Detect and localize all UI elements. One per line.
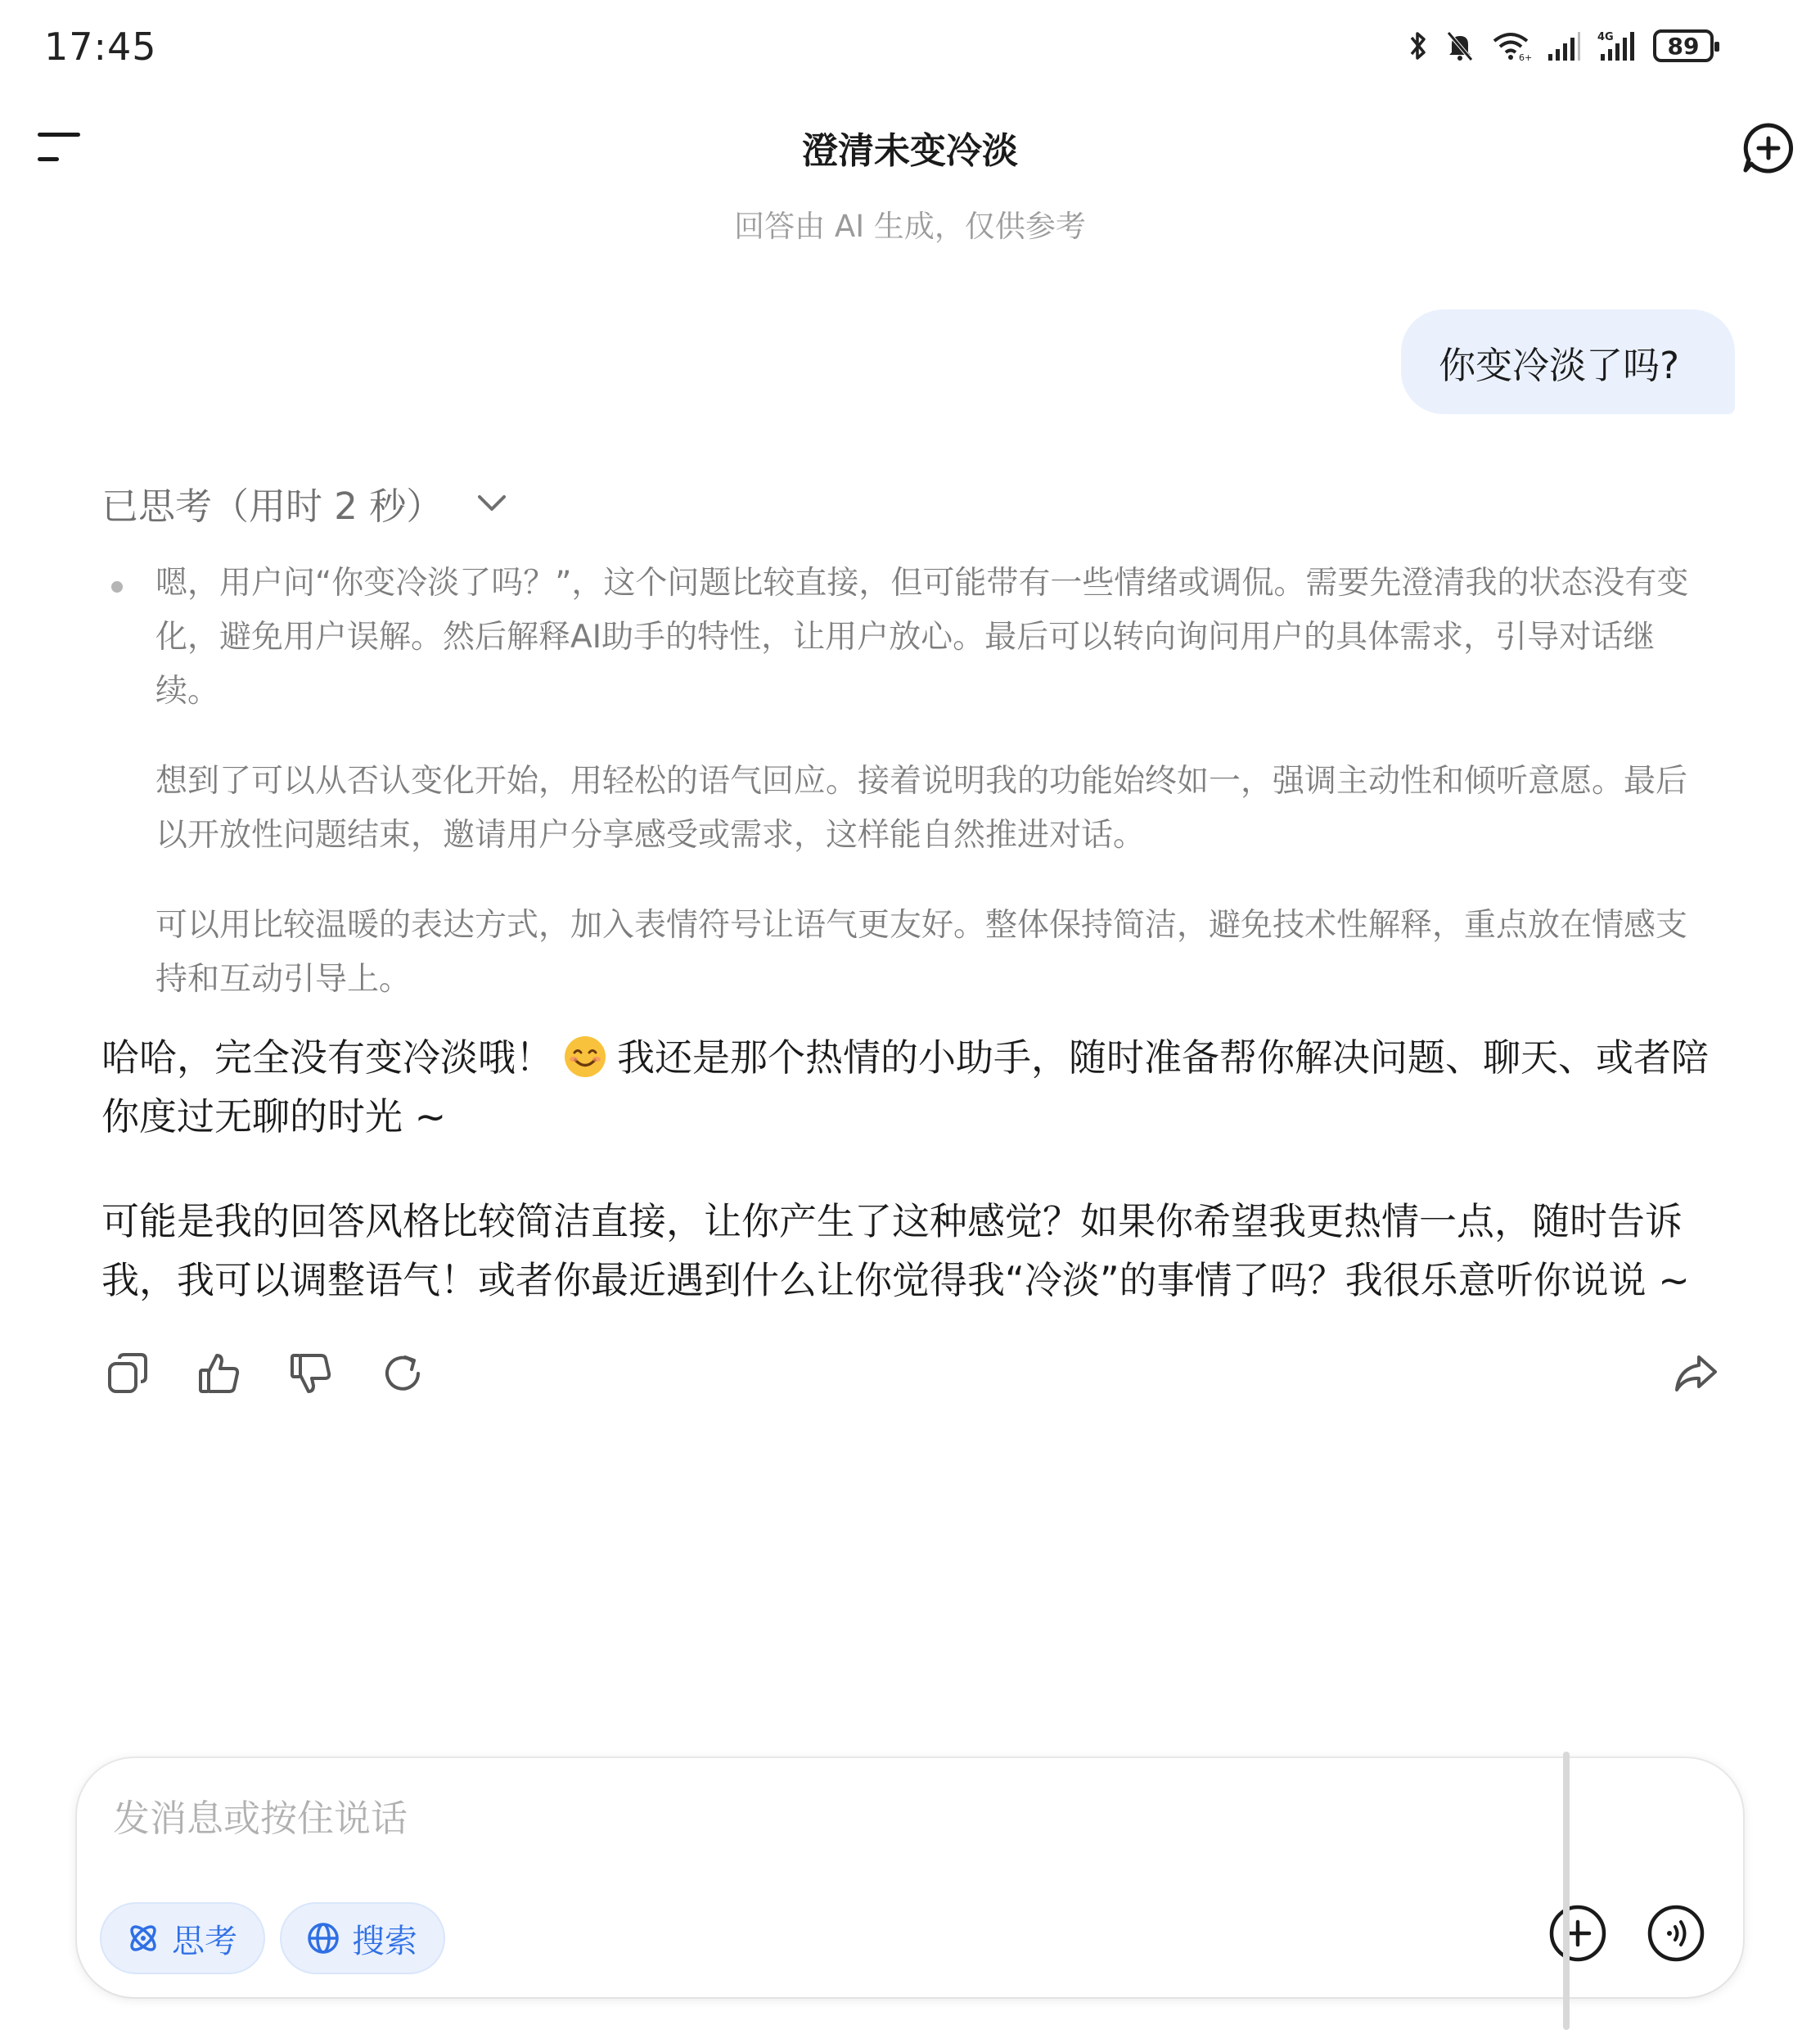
assistant-answer	[101, 1028, 1730, 1355]
status-icons	[1408, 29, 1714, 62]
battery-indicator	[1653, 29, 1714, 62]
regenerate-icon[interactable]	[380, 1351, 426, 1396]
smiling-face-emoji-icon	[563, 1035, 607, 1079]
wifi-icon	[1491, 29, 1533, 63]
thinking-paragraph: 嗯，用户问“你变冷淡了吗？”，这个问题比较直接，但可能带有一些情绪或调侃。需要先澄清我的状态没有变化，避免用户误解。然后解释AI助手的特性，让用户放心。最后可以转向询问用户的具体需求，引导对话继续。	[155, 565, 1689, 710]
globe-icon	[306, 1921, 340, 1955]
status-time: 17:45	[44, 25, 157, 69]
thumbs-up-icon[interactable]	[196, 1351, 242, 1396]
ai-disclaimer: 回答由 AI 生成，仅供参考	[734, 209, 1086, 244]
status-bar	[0, 0, 1820, 106]
thinking-content	[111, 557, 1715, 1043]
think-chip-label: 思考	[172, 1922, 237, 1960]
thinking-paragraph: 想到了可以从否认变化开始，用轻松的语气回应。接着说明我的功能始终如一，强调主动性和倾听意愿。最后以开放性问题结束，邀请用户分享感受或需求，这样能自然推进对话。	[155, 763, 1688, 854]
page-title: 澄清未变冷淡	[802, 130, 1018, 172]
search-toggle-button[interactable]	[280, 1902, 445, 1974]
add-attachment-icon[interactable]	[1548, 1904, 1607, 1963]
answer-paragraph: 可能是我的回答风格比较简洁直接，让你产生了这种感觉？如果你希望我更热情一点，随时告诉我，我可以调整语气！或者你最近遇到什么让你觉得我“冷淡”的事情了吗？我很乐意听你说说 ~	[101, 1199, 1690, 1302]
user-message-text: 你变冷淡了吗?	[1439, 343, 1679, 387]
think-toggle-button[interactable]	[100, 1902, 265, 1974]
svg-text:6+: 6+	[1519, 52, 1533, 63]
thinking-bullet	[111, 581, 123, 593]
chevron-down-icon	[477, 494, 507, 512]
answer-paragraph	[101, 1028, 1730, 1146]
thinking-paragraph: 可以用比较温暖的表达方式，加入表情符号让语气更友好。整体保持简洁，避免技术性解释，重点放在情感支持和互动引导上。	[155, 907, 1688, 998]
atom-icon	[126, 1921, 160, 1955]
svg-text:4G: 4G	[1597, 31, 1614, 43]
answer-text: 我还是那个热情的小助手，随时准备帮你解决问题、聊天、或者陪你度过无聊的时光 ~	[101, 1035, 1709, 1139]
user-message-bubble	[1401, 309, 1735, 414]
scroll-indicator[interactable]	[1563, 1752, 1570, 2030]
battery-level: 89	[1667, 32, 1700, 60]
voice-call-icon[interactable]	[1647, 1904, 1705, 1963]
message-actions	[105, 1351, 426, 1396]
signal-icon	[1547, 29, 1581, 62]
thinking-label: 已思考（用时 2 秒）	[101, 485, 444, 528]
bluetooth-icon	[1408, 29, 1429, 62]
answer-text: 哈哈，完全没有变冷淡哦！	[101, 1035, 553, 1080]
mute-bell-icon	[1445, 29, 1475, 62]
4g-signal-icon	[1597, 29, 1637, 62]
message-input[interactable]	[113, 1789, 1586, 1847]
search-chip-label: 搜索	[352, 1922, 417, 1960]
new-chat-icon[interactable]	[1741, 121, 1795, 175]
thinking-toggle[interactable]	[101, 476, 507, 530]
thumbs-down-icon[interactable]	[288, 1351, 334, 1396]
share-icon[interactable]	[1673, 1351, 1719, 1396]
message-composer	[77, 1758, 1743, 1997]
copy-icon[interactable]	[105, 1351, 151, 1396]
